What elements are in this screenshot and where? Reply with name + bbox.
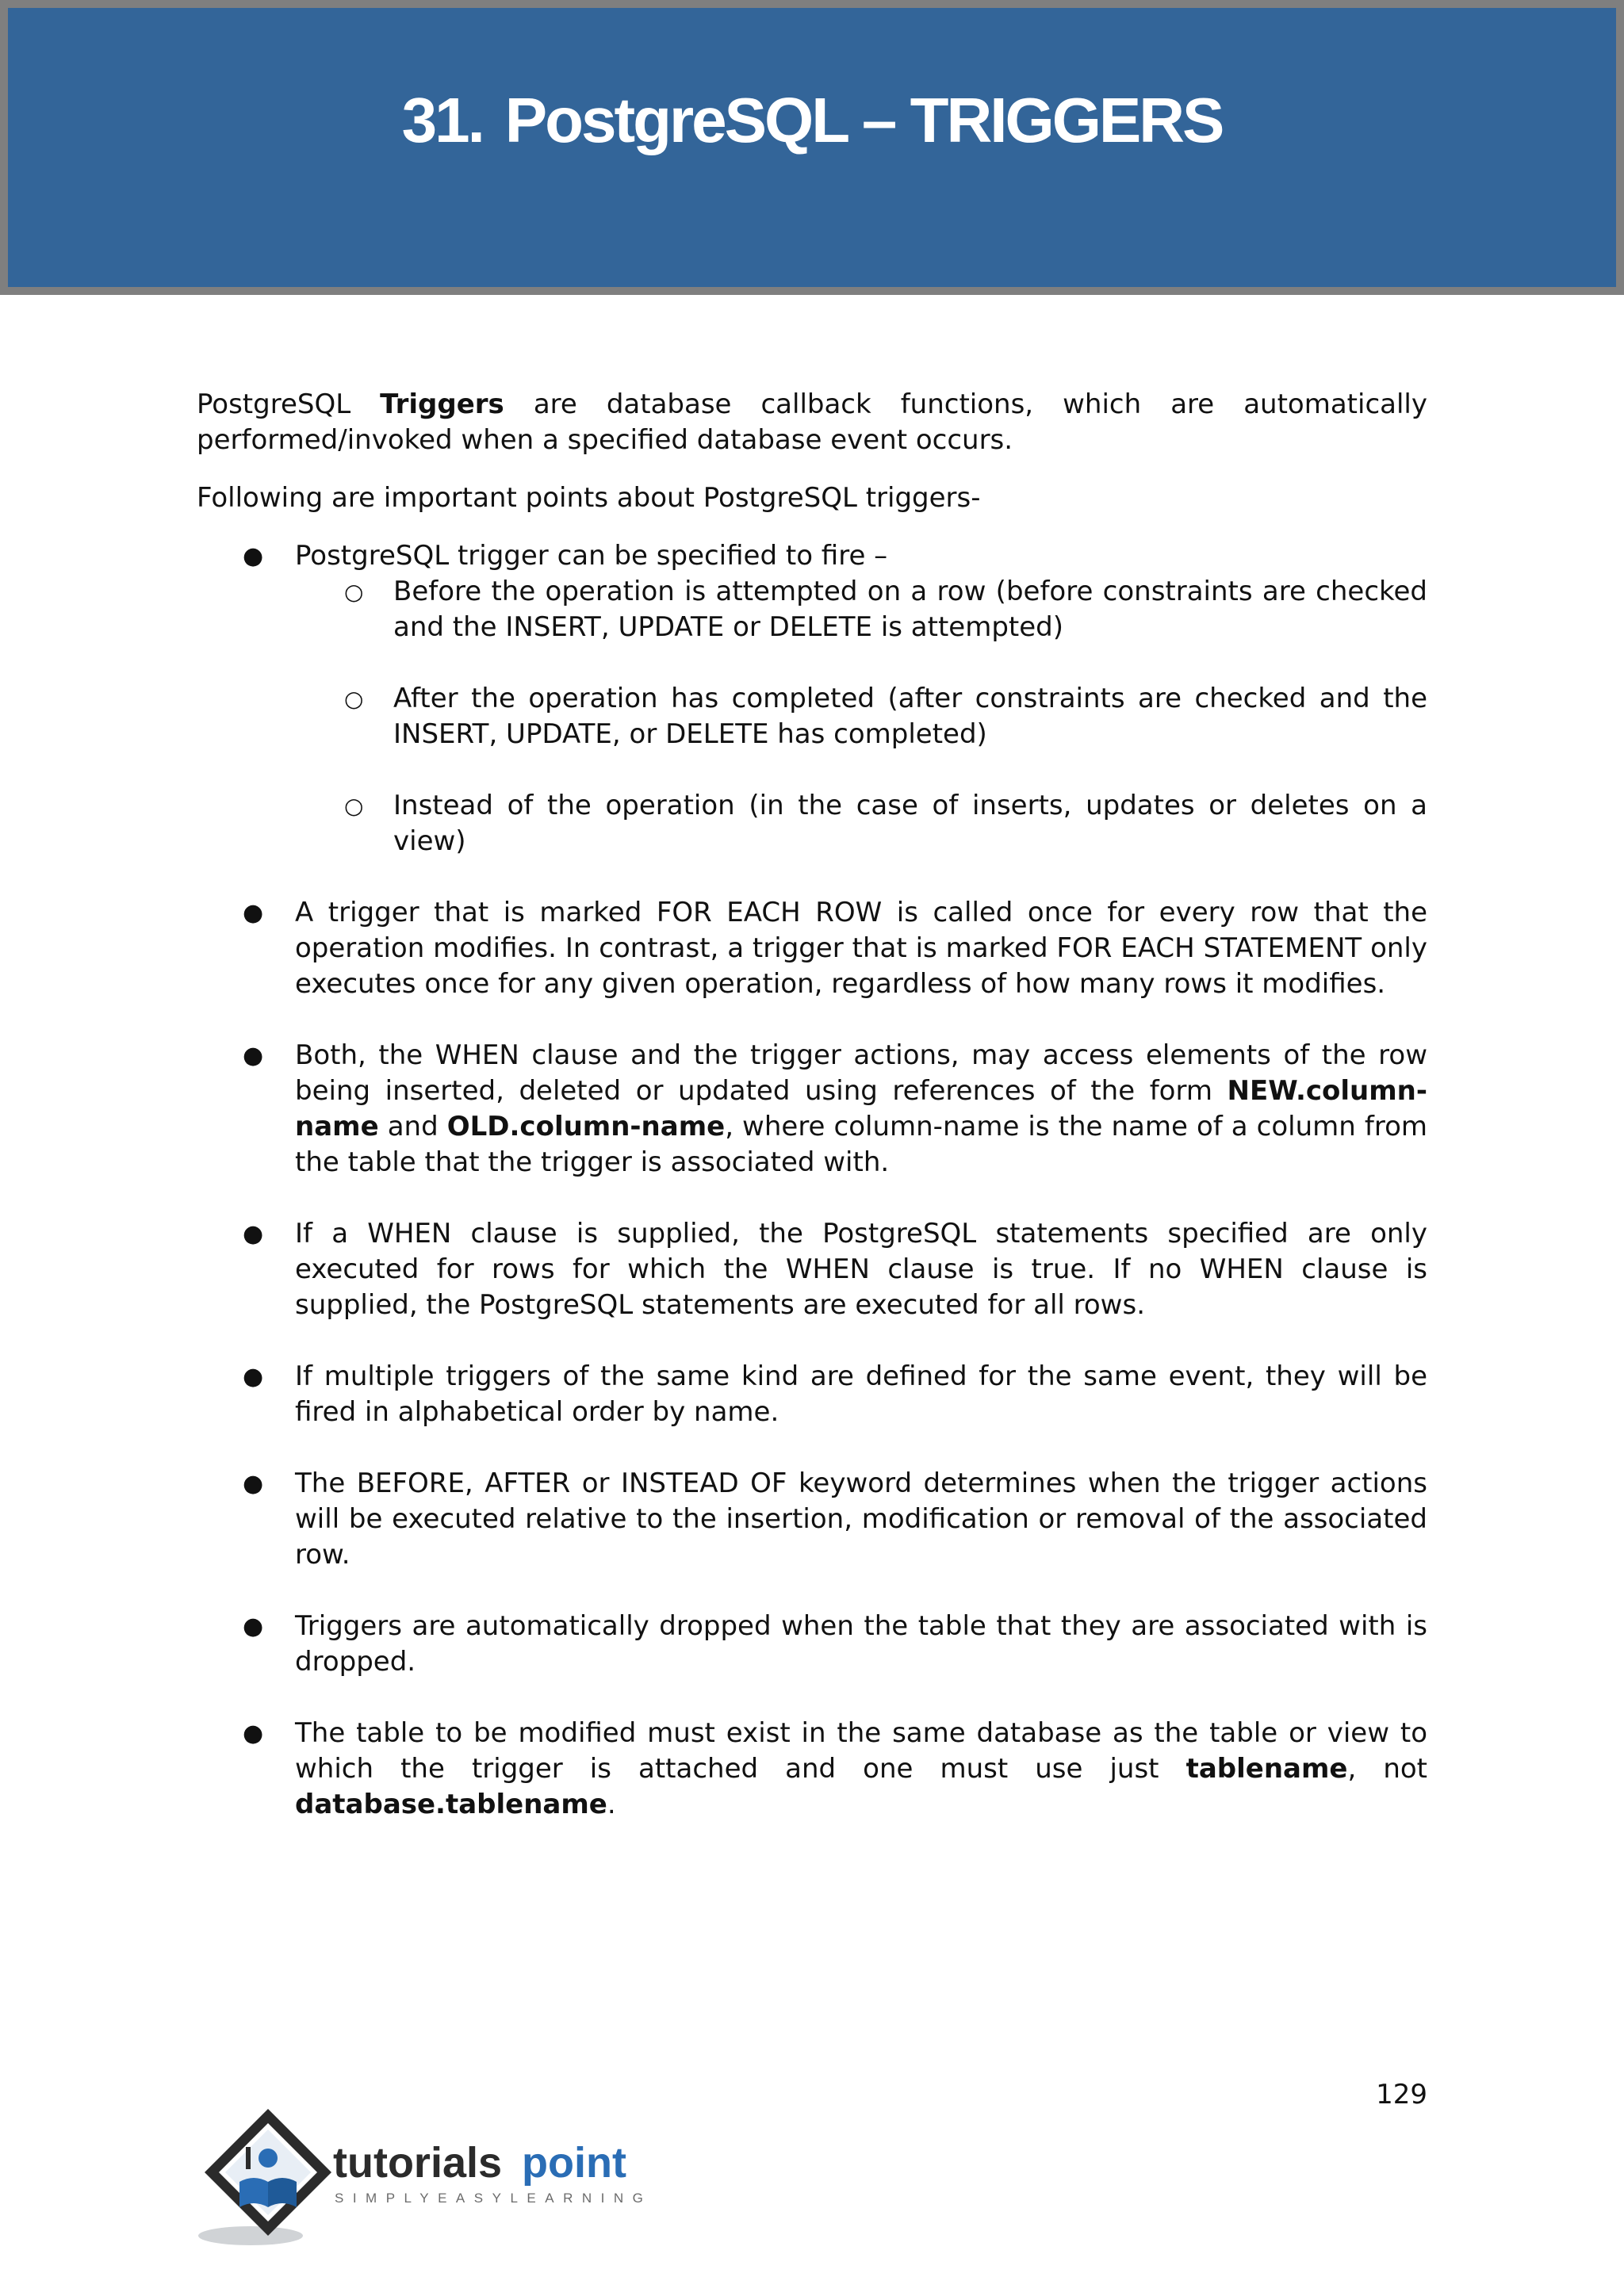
circle-bullet-icon: ○	[344, 793, 364, 819]
intro-text-end: are database callback functions, which are automatically performed/invoked when a specified database event occurs.	[197, 388, 1427, 456]
bullet-icon: ●	[243, 1720, 264, 1747]
list-item-when-clause	[197, 1038, 1427, 1181]
intro-term-triggers: Triggers	[380, 388, 504, 420]
sub-item-text: After the operation has completed (after constraints are checked and the INSERT, UPDATE, or DELETE has completed)	[393, 683, 1427, 750]
list-item-dropped	[197, 1609, 1427, 1680]
list-item-text: The BEFORE, AFTER or INSTEAD OF keyword determines when the trigger actions will be executed relative to the insertion, modification or removal of the associated row.	[295, 1468, 1427, 1571]
bullet-icon: ●	[243, 1220, 264, 1248]
list-item-text: If multiple triggers of the same kind are defined for the same event, they will be fired in alphabetical order by name.	[295, 1360, 1427, 1428]
tutorialspoint-logo	[195, 2106, 671, 2248]
chapter-title	[0, 85, 1624, 155]
list-item-same-db	[197, 1716, 1427, 1823]
bullet-icon: ●	[243, 1042, 264, 1070]
sub-item-text: Before the operation is attempted on a row (before constraints are checked and the INSERT, UPDATE or DELETE is attempted)	[393, 576, 1427, 643]
term-tablename: tablename	[1185, 1753, 1348, 1785]
list-item-keyword	[197, 1466, 1427, 1573]
page-number: 129	[1376, 2079, 1427, 2110]
chapter-number: 31.	[401, 85, 483, 155]
sub-item-instead	[197, 788, 1427, 859]
list-item-text: Both, the WHEN clause and the trigger actions, may access elements of the row being inserted, deleted or updated using references of the form	[295, 1039, 1427, 1107]
intro-paragraph	[197, 387, 1427, 458]
bullet-icon: ●	[243, 899, 264, 927]
logo-word-tutorials: tutorials	[333, 2139, 503, 2187]
logo-word-point: point	[522, 2139, 626, 2187]
points-lead-in: Following are important points about PostgreSQL triggers-	[197, 482, 981, 514]
list-item-for-each	[197, 895, 1427, 1002]
list-item-text: .	[607, 1789, 616, 1820]
trigger-points-list	[197, 538, 1427, 1823]
chapter-title-text: PostgreSQL – TRIGGERS	[504, 85, 1223, 155]
bullet-icon: ●	[243, 1613, 264, 1640]
list-item-text: If a WHEN clause is supplied, the PostgreSQL statements specified are only executed for rows for which the WHEN clause is true. If no WHEN clause is supplied, the PostgreSQL statements are executed for all rows.	[295, 1218, 1427, 1321]
list-item-text: Triggers are automatically dropped when the table that they are associated with is dropped.	[295, 1610, 1427, 1678]
list-item-text: , not	[1347, 1753, 1428, 1785]
term-old-column-name: OLD.column-name	[446, 1111, 726, 1142]
intro-text-start: PostgreSQL	[197, 388, 381, 420]
circle-bullet-icon: ○	[344, 579, 364, 605]
list-item-text: PostgreSQL trigger can be specified to fire –	[295, 540, 888, 572]
list-item-text: A trigger that is marked FOR EACH ROW is called once for every row that the operation modifies. In contrast, a trigger that is marked FOR EACH STATEMENT only executes once for any given operation, regardless of how many rows it modifies.	[295, 897, 1427, 1000]
term-database-tablename: database.tablename	[295, 1789, 607, 1820]
sub-item-after	[197, 681, 1427, 752]
circle-bullet-icon: ○	[344, 686, 364, 712]
bullet-icon: ●	[243, 542, 264, 570]
page-content	[197, 387, 1427, 1858]
list-item-multiple	[197, 1359, 1427, 1430]
list-item-text: The table to be modified must exist in the same database as the table or view to which the trigger is attached and one must use just	[295, 1717, 1427, 1785]
list-item-text: , where column-name is the name of a column from the table that the trigger is associated with.	[295, 1111, 1427, 1178]
logo-tagline: SIMPLYEASYLEARNING	[335, 2191, 653, 2206]
term-new-column-name: NEW.column-name	[295, 1075, 1427, 1142]
sub-item-text: Instead of the operation (in the case of inserts, updates or deletes on a view)	[393, 790, 1427, 857]
bullet-icon: ●	[243, 1363, 264, 1391]
fire-options-list	[295, 574, 1427, 859]
list-item-text: and	[378, 1111, 447, 1142]
list-item-when-supplied	[197, 1216, 1427, 1323]
bullet-icon: ●	[243, 1470, 264, 1498]
sub-item-before	[197, 574, 1427, 645]
list-item-fire	[197, 538, 1427, 859]
